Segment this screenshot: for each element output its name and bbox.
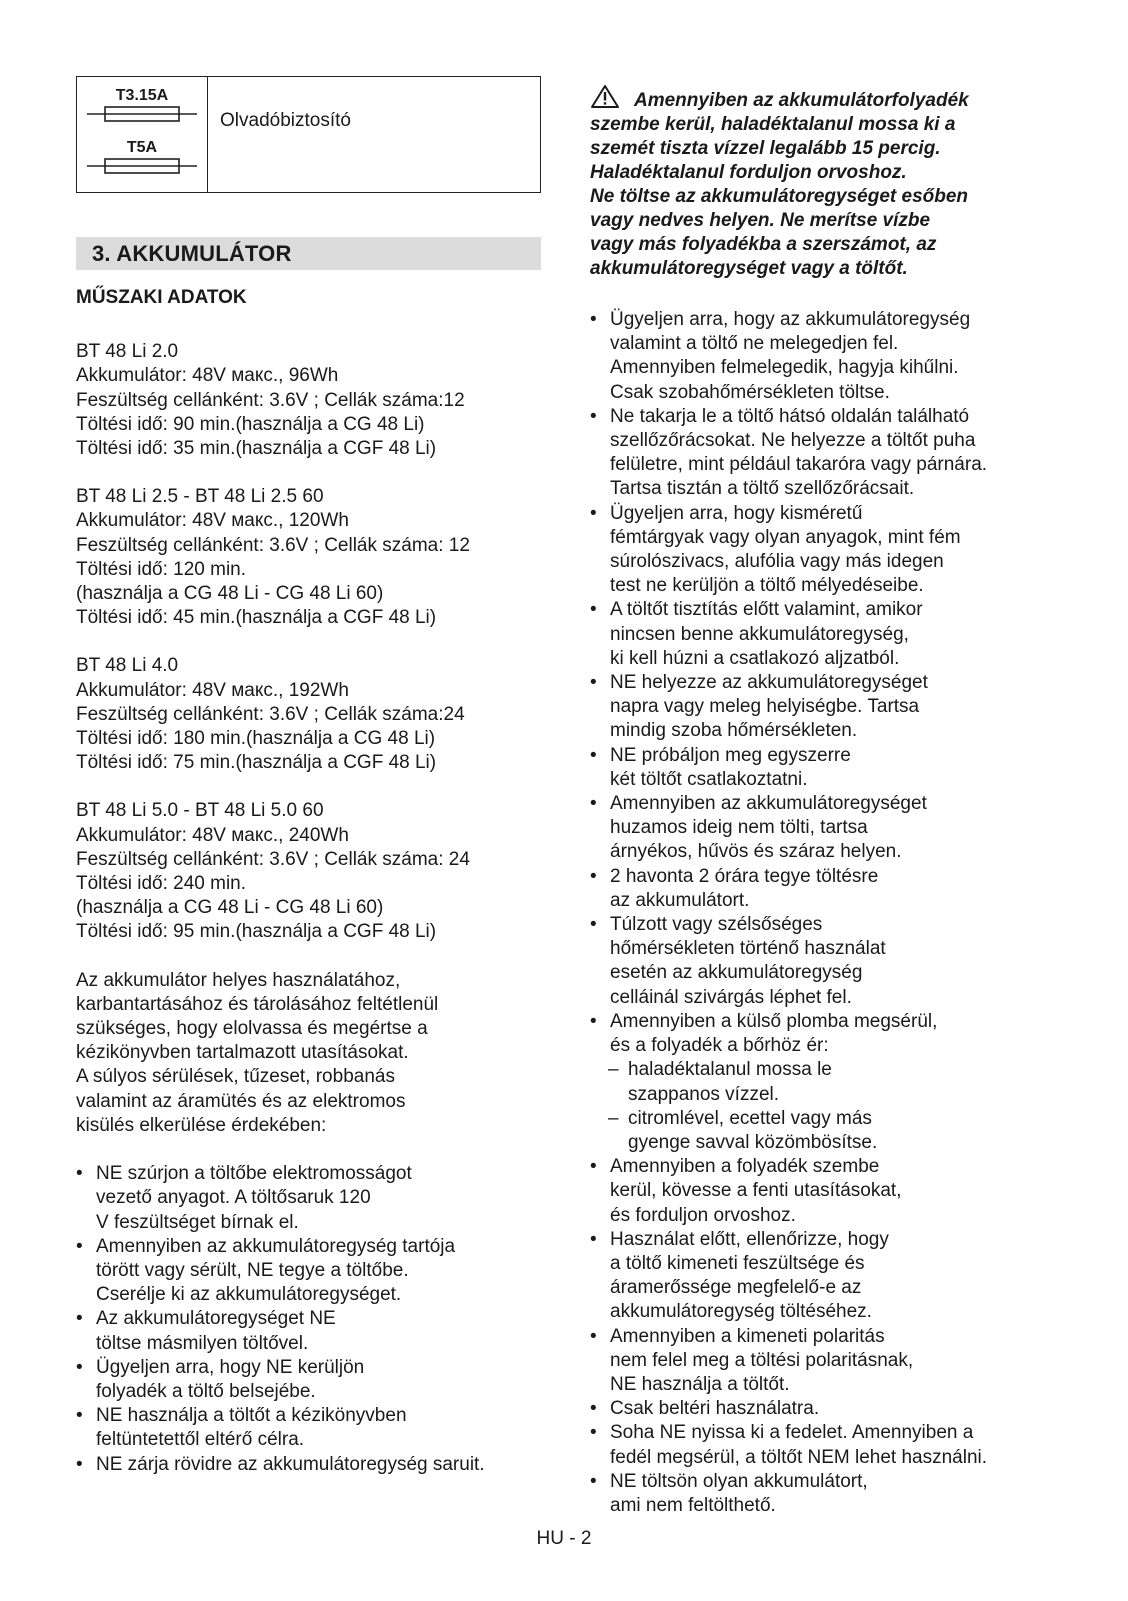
list-item [76,1235,546,1308]
fuse-symbol-icon [87,105,197,123]
spec-line: Akkumulátor: 48V макс., 120Wh [76,510,349,532]
right-bullet-list [590,308,1060,1058]
list-item-line: • Túlzott vagy szélsőséges [610,914,823,936]
list-item-line: • Ügyeljen arra, hogy NE kerüljön [96,1356,365,1378]
left-bullet-list [76,1162,546,1477]
warning-triangle-icon [590,84,620,109]
list-item [76,1404,546,1452]
tech-data-heading: MŰSZAKI ADATOK [76,287,247,308]
list-item [76,1453,546,1477]
list-item-line: • Soha NE nyissa ki a fedelet. Amennyiben a [610,1422,974,1444]
list-item [590,913,1060,1010]
spec-line: Feszültség cellánként: 3.6V ; Cellák száma: 24 [76,848,470,870]
list-item [590,1421,1060,1469]
intro-line: valamint az áramütés és az elektromos [76,1090,406,1112]
list-item-line: • NE zárja rövidre az akkumulátoregység saruit. [96,1453,485,1475]
list-item-line: törött vagy sérült, NE tegye a töltőbe. [96,1259,409,1281]
warning-line: vagy más folyadékba a szerszámot, az [590,234,937,255]
list-item-line: a töltő kimeneti feszültsége és [610,1252,865,1274]
list-item-line: • NE töltsön olyan akkumulátort, [610,1470,868,1492]
list-item-line: NE használja a töltőt. [610,1373,790,1395]
list-item-line: szellőzőrácsokat. Ne helyezze a töltőt puha [610,430,976,452]
list-item-line: felületre, mint például takaróra vagy párnára. [610,454,988,476]
list-item-line: • Ne takarja le a töltő hátsó oldalán található [610,405,970,427]
list-item-line: • Amennyiben a külső plomba megsérül, [610,1010,938,1032]
intro-line: kisülés elkerülése érdekében: [76,1114,327,1136]
fuse-symbols-cell [77,77,208,192]
list-item-line: • Amennyiben az akkumulátoregységet [610,793,927,815]
warning-line: vagy nedves helyen. Ne merítse vízbe [590,210,931,231]
list-item [590,792,1060,865]
warning-line: szemét tiszta vízzel legalább 15 percig. [590,138,941,159]
list-item-line: • Ügyeljen arra, hogy kisméretű [610,502,863,524]
list-item-line: nem felel meg a töltési polaritásnak, [610,1349,914,1371]
section-header [76,237,541,270]
list-item [590,1470,1060,1518]
list-item-line: test ne kerüljön a töltő mélyedéseibe. [610,575,924,597]
fuse-label-top: T3.15A [115,87,169,104]
spec-block [76,485,546,630]
spec-line: Feszültség cellánként: 3.6V ; Cellák száma:24 [76,703,465,725]
intro-line: kézikönyvben tartalmazott utasításokat. [76,1042,409,1064]
spec-line: Feszültség cellánként: 3.6V ; Cellák száma:12 [76,389,465,411]
intro-paragraph [76,969,546,1138]
dash-item-line: gyenge savval közömbösítse. [628,1131,878,1153]
list-item-line: valamint a töltő ne melegedjen fel. [610,333,899,355]
list-item-line: ami nem feltölthető. [610,1494,776,1516]
spec-line: BT 48 Li 4.0 [76,655,179,677]
list-item-line: V feszültséget bírnak el. [96,1211,299,1233]
spec-line: Töltési idő: 120 min. [76,558,247,580]
warning-line: akkumulátoregységet vagy a töltőt. [590,258,908,279]
list-item-line: • Az akkumulátoregységet NE [96,1308,336,1330]
intro-line: A súlyos sérülések, tűzeset, robbanás [76,1066,395,1088]
spec-block [76,654,546,775]
list-item-line: • 2 havonta 2 órára tegye töltésre [610,865,879,887]
list-item-line: árnyékos, hűvös és száraz helyen. [610,841,902,863]
list-item-line: • Használat előtt, ellenőrizze, hogy [610,1228,889,1250]
list-item-line: • Amennyiben a folyadék szembe [610,1156,880,1178]
list-item-line: hőmérsékleten történő használat [610,938,886,960]
list-item-line: fedél megsérül, a töltőt NEM lehet használni. [610,1446,988,1468]
list-item [76,1307,546,1355]
list-item-line: fémtárgyak vagy olyan anyagok, mint fém [610,526,961,548]
dash-item-line: szappanos vízzel. [628,1083,780,1105]
list-item-line: • NE használja a töltőt a kézikönyvben [96,1405,407,1427]
list-item [590,1228,1060,1325]
spec-line: BT 48 Li 2.0 [76,341,179,363]
list-item-line: • NE helyezze az akkumulátoregységet [610,672,928,694]
dash-item-line: – citromlével, ecettel vagy más [628,1107,872,1129]
list-item [590,598,1060,671]
list-item [590,1155,1060,1228]
list-item [76,1356,546,1404]
list-item-line: két töltőt csatlakoztatni. [610,768,808,790]
right-column [590,84,1060,1518]
list-item-line: súrolószivacs, alufólia vagy más idegen [610,551,944,573]
list-item [76,1162,546,1235]
list-item-line: • Amennyiben az akkumulátoregység tartója [96,1235,456,1257]
intro-line: Az akkumulátor helyes használatához, [76,969,401,991]
warning-line-text: Amennyiben az akkumulátorfolyadék [634,90,969,111]
spec-line: (használja a CG 48 Li - CG 48 Li 60) [76,583,384,605]
list-item [590,405,1060,502]
list-item-line: • NE szúrjon a töltőbe elektromosságot [96,1163,412,1185]
warning-line: Haladéktalanul forduljon orvoshoz. [590,162,907,183]
dash-item [590,1058,1060,1106]
list-item-line: áramerőssége megfelelő-e az [610,1277,862,1299]
spec-line: Akkumulátor: 48V макс., 192Wh [76,679,349,701]
warning-line: Ne töltse az akkumulátoregységet esőben [590,186,969,207]
spec-line: Töltési idő: 35 min.(használja a CGF 48 Li) [76,438,437,460]
list-item [590,744,1060,792]
list-item-line: és a folyadék a bőrhöz ér: [610,1035,829,1057]
dash-list [590,1058,1060,1155]
spec-line: Töltési idő: 180 min.(használja a CG 48 Li) [76,728,436,750]
spec-line: Töltési idő: 240 min. [76,873,247,895]
list-item-line: akkumulátoregység töltéséhez. [610,1301,872,1323]
list-item-line: kerül, kövesse a fenti utasításokat, [610,1180,902,1202]
list-item-line: • A töltőt tisztítás előtt valamint, amikor [610,599,923,621]
section-title: 3. AKKUMULÁTOR [92,241,292,266]
spec-list [76,340,546,944]
spec-line: Töltési idő: 75 min.(használja a CGF 48 Li) [76,752,437,774]
spec-line: BT 48 Li 5.0 - BT 48 Li 5.0 60 [76,800,324,822]
list-item-line: ki kell húzni a csatlakozó aljzatból. [610,647,900,669]
list-item [590,308,1060,405]
list-item-line: folyadék a töltő belsejébe. [96,1380,316,1402]
warning-line [590,84,1060,113]
list-item-line: esetén az akkumulátoregység [610,962,863,984]
list-item-line: Csak szobahőmérsékleten töltse. [610,381,890,403]
list-item-line: Tartsa tisztán a töltő szellőzőrácsait. [610,478,915,500]
list-item [590,502,1060,599]
spec-line: Töltési idő: 95 min.(használja a CGF 48 Li) [76,921,437,943]
right-bullet-list-continued [590,1155,1060,1518]
list-item-line: töltse másmilyen töltővel. [96,1332,309,1354]
warning-line: szembe kerül, haladéktalanul mossa ki a [590,114,956,135]
list-item-line: celláinál szivárgás léphet fel. [610,986,852,1008]
spec-line: Akkumulátor: 48V макс., 96Wh [76,365,339,387]
list-item [590,1325,1060,1398]
fuse-label-bottom: T5A [126,139,158,156]
list-item-line: az akkumulátort. [610,889,750,911]
spec-line: Feszültség cellánként: 3.6V ; Cellák száma: 12 [76,534,470,556]
list-item-line: • NE próbáljon meg egyszerre [610,744,851,766]
list-item-line: napra vagy meleg helyiségbe. Tartsa [610,696,920,718]
spec-block [76,799,546,944]
list-item-line: és forduljon orvoshoz. [610,1204,796,1226]
list-item-line: • Amennyiben a kimeneti polaritás [610,1325,885,1347]
spec-line: Töltési idő: 90 min.(használja a CG 48 Li) [76,413,425,435]
warning-block [590,84,1060,281]
intro-line: szükséges, hogy elolvassa és megértse a [76,1018,428,1040]
dash-item-line: – haladéktalanul mossa le [628,1059,832,1081]
list-item-line: feltüntetettől eltérő célra. [96,1429,305,1451]
list-item [590,1010,1060,1058]
fuse-symbol-icon [87,157,197,175]
spec-line: BT 48 Li 2.5 - BT 48 Li 2.5 60 [76,486,324,508]
fuse-table [76,76,541,193]
list-item-line: Cserélje ki az akkumulátoregységet. [96,1284,402,1306]
spec-line: Akkumulátor: 48V макс., 240Wh [76,824,349,846]
list-item-line: mindig szoba hőmérsékleten. [610,720,858,742]
left-column [76,286,546,1477]
dash-item [590,1107,1060,1155]
list-item [590,671,1060,744]
list-item-line: vezető anyagot. A töltősaruk 120 [96,1187,371,1209]
list-item-line: • Csak beltéri használatra. [610,1398,820,1420]
list-item-line: • Ügyeljen arra, hogy az akkumulátoregység [610,309,971,330]
list-item-line: nincsen benne akkumulátoregység, [610,623,909,645]
spec-line: (használja a CG 48 Li - CG 48 Li 60) [76,897,384,919]
page-number: HU - 2 [536,1528,592,1549]
list-item-line: huzamos ideig nem tölti, tartsa [610,817,868,839]
list-item-line: Amennyiben felmelegedik, hagyja kihűlni. [610,357,959,379]
list-item [590,865,1060,913]
intro-line: karbantartásához és tárolásához feltétlenül [76,993,439,1015]
spec-block [76,340,546,461]
list-item [590,1397,1060,1421]
spec-line: Töltési idő: 45 min.(használja a CGF 48 Li) [76,607,437,629]
fuse-description: Olvadóbiztosító [220,110,351,131]
